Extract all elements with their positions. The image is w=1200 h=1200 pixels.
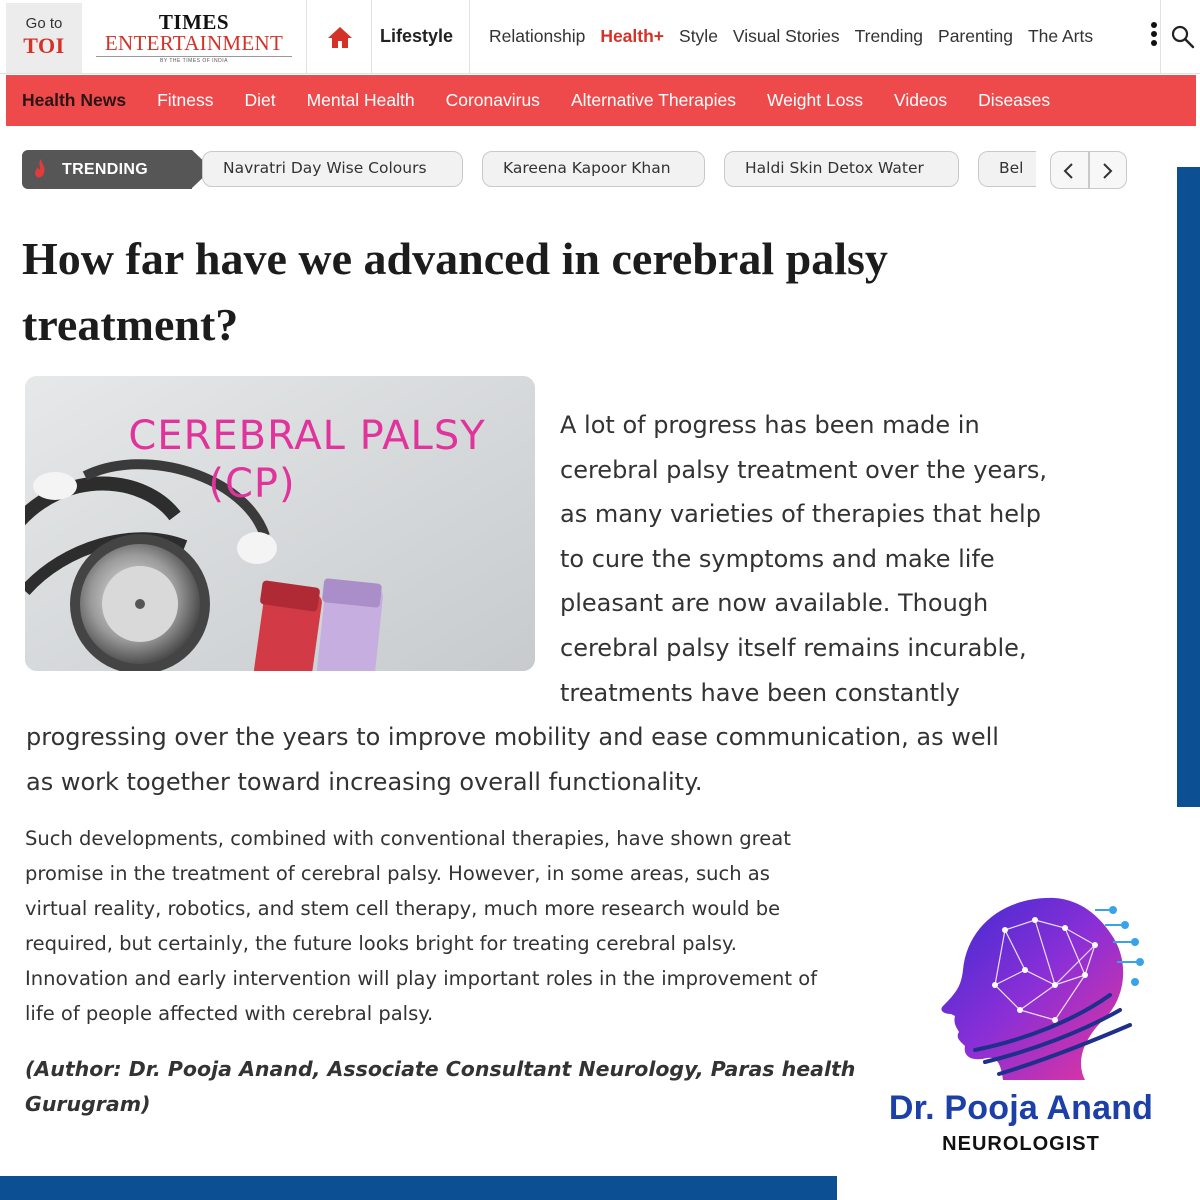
paragraph-line: life of people affected with cerebral palsy. xyxy=(25,1002,434,1025)
paragraph-line: pleasant are now available. Though xyxy=(560,589,989,618)
chevron-right-icon[interactable] xyxy=(1099,162,1115,180)
category-link[interactable]: Alternative Therapies xyxy=(570,90,736,110)
article-paragraph-2 xyxy=(25,821,875,1031)
decorative-bar-bottom xyxy=(0,1176,837,1200)
trending-pill[interactable]: Navratri Day Wise Colours xyxy=(202,151,463,187)
home-icon[interactable] xyxy=(326,24,354,50)
image-text-line1: CEREBRAL PALSY xyxy=(128,413,486,459)
article-author xyxy=(25,1052,875,1122)
times-entertainment-logo[interactable] xyxy=(96,12,292,62)
nav-divider xyxy=(469,0,470,74)
section-lifestyle[interactable]: Lifestyle xyxy=(380,26,454,46)
nav-link[interactable]: Parenting xyxy=(938,26,1013,46)
paragraph-line: cerebral palsy treatment over the years, xyxy=(560,455,1047,484)
logo-tagline: BY THE TIMES OF INDIA xyxy=(96,56,292,64)
trending-pill[interactable]: Haldi Skin Detox Water xyxy=(724,151,959,187)
nav-links xyxy=(489,26,1093,47)
paragraph-line: as work together toward increasing overall functionality. xyxy=(26,767,703,796)
article-paragraph-1 xyxy=(26,403,1086,804)
nav-link[interactable]: Visual Stories xyxy=(732,26,840,46)
logo-line2: ENTERTAINMENT xyxy=(104,31,284,55)
trending-label: TRENDING xyxy=(62,161,148,178)
trending-badge xyxy=(22,150,192,189)
nav-link[interactable]: The Arts xyxy=(1027,26,1094,46)
flame-icon xyxy=(34,159,46,179)
kebab-menu-icon[interactable] xyxy=(1149,22,1159,52)
article-title: How far have we advanced in cerebral palsy treatment? xyxy=(22,233,888,350)
brand-name: Dr. Pooja Anand xyxy=(888,1089,1154,1127)
nav-divider xyxy=(306,0,307,74)
paragraph-line: virtual reality, robotics, and stem cell therapy, much more research would be xyxy=(25,897,781,920)
image-text-line2: (CP) xyxy=(208,461,296,507)
decorative-bar-right xyxy=(1177,167,1200,807)
paragraph-line: to cure the symptoms and make life xyxy=(560,544,995,573)
category-link[interactable]: Weight Loss xyxy=(766,90,863,110)
nav-divider xyxy=(371,0,372,74)
category-items xyxy=(22,90,1050,111)
category-link[interactable]: Diet xyxy=(244,90,276,110)
toi-label: TOI xyxy=(23,33,65,58)
category-link[interactable]: Health News xyxy=(22,90,127,110)
paragraph-line: treatments have been constantly xyxy=(560,678,960,707)
top-nav xyxy=(0,0,1200,74)
author-line: Gurugram) xyxy=(25,1092,151,1116)
brain-head-logo-icon xyxy=(935,890,1150,1090)
trending-pill[interactable]: Kareena Kapoor Khan xyxy=(482,151,705,187)
search-icon[interactable] xyxy=(1170,24,1196,50)
nav-link[interactable]: Relationship xyxy=(489,26,586,46)
paragraph-line: as many varieties of therapies that help xyxy=(560,500,1041,529)
goto-label: Go to xyxy=(25,15,63,32)
trending-scroll-controls xyxy=(1050,151,1127,189)
nav-link[interactable]: Health+ xyxy=(600,26,665,46)
category-link[interactable]: Diseases xyxy=(978,90,1051,110)
chevron-left-icon[interactable] xyxy=(1061,162,1077,180)
brand-role: NEUROLOGIST xyxy=(942,1133,1100,1155)
nav-link[interactable]: Trending xyxy=(854,26,924,46)
goto-toi-button[interactable] xyxy=(6,3,82,73)
trending-pill[interactable]: Bel xyxy=(978,151,1036,187)
nav-divider xyxy=(1160,0,1161,74)
category-link[interactable]: Mental Health xyxy=(306,90,415,110)
paragraph-line: A lot of progress has been made in xyxy=(560,411,980,439)
paragraph-line: Innovation and early intervention will play important roles in the improvement of xyxy=(25,967,818,990)
paragraph-line: progressing over the years to improve mobility and ease communication, as well xyxy=(26,723,999,752)
paragraph-line: Such developments, combined with conventional therapies, have shown great xyxy=(25,827,791,850)
paragraph-line: required, but certainly, the future looks bright for treating cerebral palsy. xyxy=(25,932,737,955)
paragraph-line: cerebral palsy itself remains incurable, xyxy=(560,633,1027,662)
category-nav xyxy=(6,75,1196,126)
category-link[interactable]: Coronavirus xyxy=(445,90,540,110)
category-link[interactable]: Fitness xyxy=(157,90,214,110)
paragraph-line: promise in the treatment of cerebral palsy. However, in some areas, such as xyxy=(25,862,770,885)
category-link[interactable]: Videos xyxy=(893,90,948,110)
author-line: (Author: Dr. Pooja Anand, Associate Consultant Neurology, Paras health xyxy=(25,1057,856,1081)
logo-line1: TIMES xyxy=(158,10,230,34)
nav-link[interactable]: Style xyxy=(679,26,718,46)
